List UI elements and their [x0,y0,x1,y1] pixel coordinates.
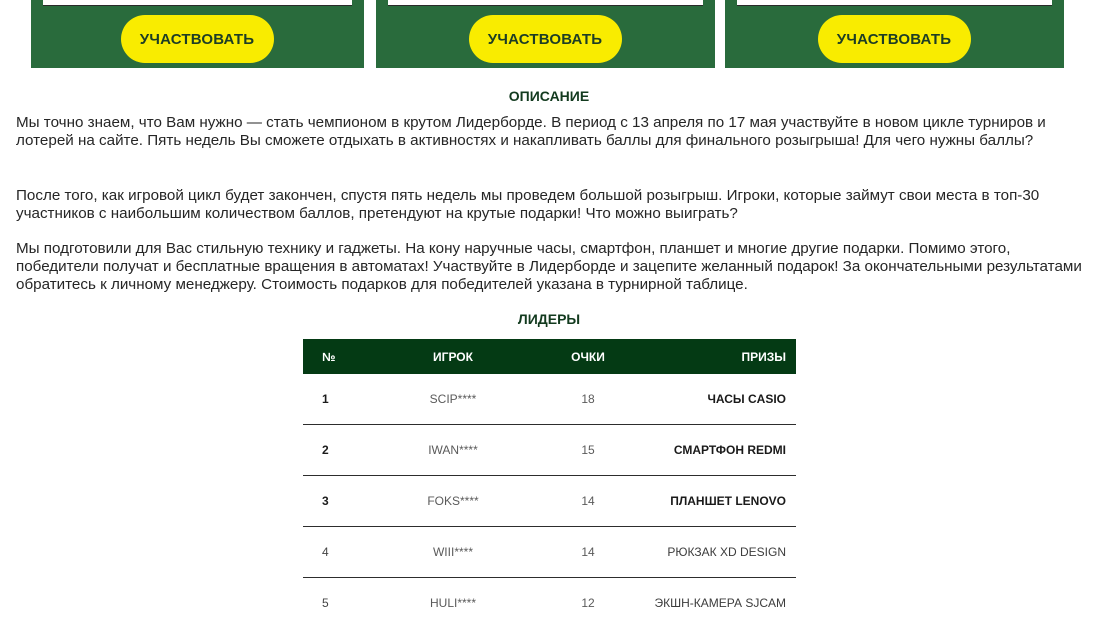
header-points: ОЧКИ [571,349,605,364]
prize: ПЛАНШЕТ LENOVO [670,494,786,508]
tournament-card-3 [725,0,1064,68]
leaders-title: ЛИДЕРЫ [517,311,581,327]
points: 14 [581,494,595,508]
participate-button-2[interactable]: УЧАСТВОВАТЬ [469,15,622,63]
tournament-card-2 [376,0,715,68]
prize: РЮКЗАК XD DESIGN [667,545,786,559]
player: HULI**** [429,596,477,610]
player: WIII**** [432,545,473,559]
card-image-bottom [388,0,703,6]
points: 18 [581,392,595,406]
leaders-table [303,339,796,628]
description-paragraph-1: Мы точно знаем, что Вам нужно — стать чемпионом в крутом Лидерборде. В период с 13 апреля по 17 мая участвуйте в новом цикле турниров и лотерей на сайте. Пять недель Вы сможете отдыхать в активностях и накапливать баллы для финального розыгрыша! Для чего нужны баллы? [16,114,1046,149]
rank: 2 [322,443,329,457]
participate-button-1[interactable]: УЧАСТВОВАТЬ [121,15,274,63]
table-row [303,476,796,527]
table-row [303,425,796,476]
description-title: ОПИСАНИЕ [508,88,590,104]
description-paragraph-2: После того, как игровой цикл будет закончен, спустя пять недель мы проведем большой розыгрыш. Игроки, которые займут свои места в топ-30 участников с наибольшим количеством баллов, претендуют на крутые подарки! Что можно выиграть? [16,187,1040,222]
header-rank: № [322,349,336,364]
tournament-card-1 [31,0,364,68]
player: FOKS**** [427,494,479,508]
header-player: ИГРОК [433,349,473,364]
card-image-bottom [43,0,352,6]
rank: 4 [322,545,329,559]
rank: 3 [322,494,329,508]
rank: 5 [322,596,329,610]
table-header [303,339,796,374]
rank: 1 [322,392,329,406]
points: 15 [581,443,595,457]
prize: ЧАСЫ CASIO [707,392,786,406]
header-prizes: ПРИЗЫ [741,349,786,364]
table-row [303,374,796,425]
table-row [303,527,796,578]
tournament-cards [31,0,1064,68]
table-row [303,578,796,628]
points: 12 [581,596,595,610]
prize: СМАРТФОН REDMI [673,443,786,457]
player: SCIP**** [429,392,477,406]
player: IWAN**** [428,443,478,457]
card-image-bottom [737,0,1052,6]
prize: ЭКШН-КАМЕРА SJCAM [654,596,786,610]
participate-button-3[interactable]: УЧАСТВОВАТЬ [818,15,971,63]
points: 14 [581,545,595,559]
description-paragraph-3: Мы подготовили для Вас стильную технику и гаджеты. На кону наручные часы, смартфон, планшет и многие другие подарки. Помимо этого, победители получат и бесплатные вращения в автоматах! Участвуйте в Лидерборде и зацепите желанный подарок! За окончательными результатами обратитесь к личному менеджеру. Стоимость подарков для победителей указана в турнирной таблице. [16,240,1082,293]
